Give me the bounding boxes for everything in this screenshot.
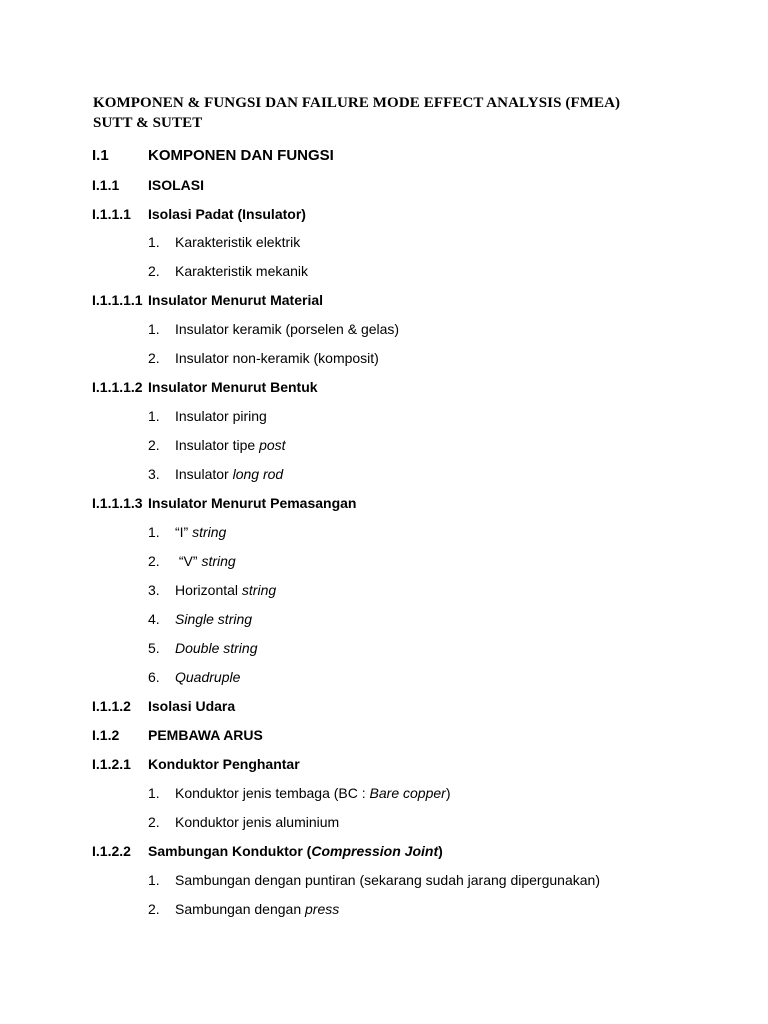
list-item <box>0 638 700 658</box>
list-item <box>0 348 700 368</box>
list-item-number: 4. <box>148 611 160 627</box>
section-title: PEMBAWA ARUS <box>148 727 263 743</box>
section-heading-i12 <box>0 725 700 745</box>
list-item-number: 2. <box>148 350 160 366</box>
section-heading-i1113 <box>0 493 700 513</box>
list-item-text: Karakteristik elektrik <box>175 234 301 250</box>
section-number: I.1.1.1.1 <box>92 292 143 308</box>
section-number: I.1.1.1 <box>92 206 131 222</box>
list-item-text-plain-end: ) <box>445 785 451 801</box>
list-item-text-plain: Sambungan dengan <box>175 901 305 917</box>
list-item <box>0 232 700 252</box>
section-number: I.1.1.2 <box>92 698 131 714</box>
list-item-number: 1. <box>148 524 160 540</box>
section-heading-i112 <box>0 696 700 716</box>
list-item-text: Konduktor jenis aluminium <box>175 814 340 830</box>
section-title: Isolasi Udara <box>148 698 236 714</box>
section-heading-i111 <box>0 204 700 224</box>
list-item <box>0 580 700 600</box>
list-item-text-plain: “I” <box>175 524 193 540</box>
list-item <box>0 464 700 484</box>
document-title-line-1: KOMPONEN & FUNGSI DAN FAILURE MODE EFFECT ANALYSIS (FMEA) <box>93 95 621 111</box>
list-item-text-italic: Double string <box>175 640 258 656</box>
list-item-number: 2. <box>148 263 160 279</box>
list-item-text-italic: string <box>201 553 236 569</box>
list-item <box>0 783 700 803</box>
section-heading-i1 <box>0 146 700 166</box>
list-item-text <box>175 667 240 687</box>
list-item-text <box>175 522 226 542</box>
list-item-text <box>175 464 283 484</box>
list-item-text-plain: Konduktor jenis tembaga (BC : <box>175 785 370 801</box>
list-item-number: 2. <box>148 437 160 453</box>
section-title: Insulator Menurut Material <box>148 292 324 308</box>
list-item-text-italic: Bare copper <box>369 785 446 801</box>
section-title: Konduktor Penghantar <box>148 756 300 772</box>
section-number: I.1.1 <box>92 177 120 193</box>
section-heading-i1112 <box>0 377 700 397</box>
list-item-text: Insulator non-keramik (komposit) <box>175 350 379 366</box>
document-title-line-2: SUTT & SUTET <box>93 115 203 131</box>
list-item <box>0 899 700 919</box>
section-title <box>148 841 443 861</box>
list-item-text <box>175 435 286 455</box>
list-item-text-italic: Single string <box>175 611 253 627</box>
list-item <box>0 609 700 629</box>
list-item-text-italic: Quadruple <box>175 669 241 685</box>
section-title-plain-end: ) <box>438 843 443 859</box>
list-item-number: 1. <box>148 321 160 337</box>
list-item-number: 1. <box>148 234 160 250</box>
list-item-text: Insulator keramik (porselen & gelas) <box>175 321 400 337</box>
section-number: I.1.2.1 <box>92 756 131 772</box>
section-heading-i122 <box>0 841 700 861</box>
list-item-text-plain: “V” <box>175 553 202 569</box>
list-item <box>0 406 700 426</box>
section-title-plain: Sambungan Konduktor ( <box>148 843 312 859</box>
list-item-number: 5. <box>148 640 160 656</box>
section-number: I.1.1.1.2 <box>92 379 143 395</box>
list-item-text <box>175 783 451 803</box>
list-item-number: 3. <box>148 582 160 598</box>
list-item-text-plain: Horizontal <box>175 582 242 598</box>
list-item-text-italic: post <box>259 437 286 453</box>
list-item-text-italic: string <box>192 524 227 540</box>
section-number: I.1.1.1.3 <box>92 495 143 511</box>
section-number: I.1 <box>92 147 109 164</box>
list-item-text <box>175 638 258 658</box>
list-item-number: 6. <box>148 669 160 685</box>
list-item <box>0 667 700 687</box>
list-item-text: Insulator piring <box>175 408 267 424</box>
list-item-number: 1. <box>148 408 160 424</box>
section-heading-i121 <box>0 754 700 774</box>
section-title: ISOLASI <box>148 177 205 193</box>
list-item-text-italic: press <box>305 901 340 917</box>
section-title: KOMPONEN DAN FUNGSI <box>148 147 334 164</box>
list-item-text: Sambungan dengan puntiran (sekarang sudah jarang dipergunakan) <box>175 872 600 888</box>
list-item-text-italic: long rod <box>232 466 284 482</box>
list-item-text <box>175 899 339 919</box>
list-item-text <box>175 580 276 600</box>
list-item-text-plain: Insulator tipe <box>175 437 260 453</box>
list-item <box>0 435 700 455</box>
list-item-text-plain: Insulator <box>175 466 233 482</box>
list-item <box>0 261 700 281</box>
list-item <box>0 551 700 571</box>
list-item-text <box>175 609 252 629</box>
section-number: I.1.2 <box>92 727 120 743</box>
list-item-number: 2. <box>148 901 160 917</box>
list-item-number: 1. <box>148 872 160 888</box>
list-item <box>0 522 700 542</box>
section-heading-i11 <box>0 175 700 195</box>
list-item-text <box>175 551 236 571</box>
section-title: Insulator Menurut Bentuk <box>148 379 318 395</box>
section-title-italic: Compression Joint <box>311 843 439 859</box>
list-item <box>0 812 700 832</box>
list-item-number: 2. <box>148 553 160 569</box>
section-number: I.1.2.2 <box>92 843 131 859</box>
section-title: Insulator Menurut Pemasangan <box>148 495 357 511</box>
list-item-number: 3. <box>148 466 160 482</box>
list-item <box>0 870 700 890</box>
list-item <box>0 319 700 339</box>
section-heading-i1111 <box>0 290 700 310</box>
list-item-number: 2. <box>148 814 160 830</box>
section-title: Isolasi Padat (Insulator) <box>148 206 306 222</box>
list-item-text-italic: string <box>241 582 277 598</box>
document-title <box>93 93 620 133</box>
list-item-text: Karakteristik mekanik <box>175 263 309 279</box>
list-item-number: 1. <box>148 785 160 801</box>
